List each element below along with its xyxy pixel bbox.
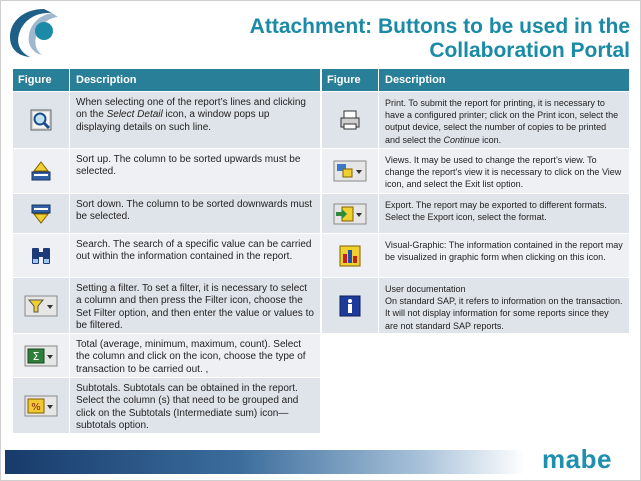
slide-title-line2: Collaboration Portal [429, 39, 630, 62]
graphic-chart-icon [339, 245, 361, 267]
brand-logo-text: mabe [542, 444, 612, 474]
table-row: Σ Total (average, minimum, maximum, count). Select the column and click on the icon, choose the type of transaction to be carried out. , [13, 333, 320, 377]
subtotal-icon [24, 395, 58, 417]
print-icon [339, 109, 361, 131]
table-row: Sort down. The column to be sorted downwards must be selected. [13, 193, 320, 233]
company-logo-swoosh [4, 5, 62, 59]
buttons-table-right [322, 69, 629, 333]
table-row: Sort up. The column to be sorted upwards must be selected. [13, 148, 320, 193]
table-header [13, 69, 320, 91]
svg-text:%: % [31, 401, 41, 413]
table-row: Setting a filter. To set a filter, it is necessary to select a column and then press the Filter icon, choose the Set Filter option, and then enter the value or values to be filtered. [13, 277, 320, 333]
sort-up-icon [30, 160, 52, 182]
table-row: Visual-Graphic: The information contained in the report may be visualized in graphic form when clicking on this icon. [322, 233, 629, 277]
table-row: Print. To submit the report for printing, it is necessary to have a configured printer; click on the Print icon, select the output device, select the number of copies to be printed and select the Continue icon. [322, 91, 629, 148]
filter-icon [24, 295, 58, 317]
total-sum-icon [24, 345, 58, 367]
table-row: User documentation On standard SAP, it refers to information on the transaction. It will not display information for some reports since they are not standard SAP reports. [322, 277, 629, 333]
table-row: Search. The search of a specific value can be carried out within the information contained in the report. [13, 233, 320, 277]
slide-title [110, 15, 630, 63]
buttons-table-left [13, 69, 320, 433]
views-icon [333, 160, 367, 182]
figure-column-header: Figure [322, 69, 379, 91]
select-detail-icon [30, 109, 52, 131]
figure-column-header: Figure [13, 69, 70, 91]
description-column-header: Description [76, 74, 137, 86]
search-binoculars-icon [30, 245, 52, 267]
svg-text:Σ: Σ [32, 349, 40, 363]
export-icon [333, 203, 367, 225]
table-header [322, 69, 629, 91]
table-row: % Subtotals. Subtotals can be obtained in the report. Select the column (s) that need to be grouped and click on the Subtotals (Intermediate sum) icon—subtotals option. [13, 377, 320, 433]
slide-title-line1: Attachment: Buttons to be used in the [249, 15, 630, 38]
table-row: Views. It may be used to change the report’s view. To change the report’s view it is necessary to click on the View icon, and select the Exit list option. [322, 148, 629, 193]
table-row: When selecting one of the report’s lines and clicking on the Select Detail icon, a window pops up displaying details on such line. [13, 91, 320, 148]
table-row: Export. The report may be exported to different formats. Select the Export icon, select the format. [322, 193, 629, 233]
sort-down-icon [30, 203, 52, 225]
footer-gradient-bar [5, 450, 525, 474]
description-column-header: Description [385, 74, 446, 86]
information-icon [339, 295, 361, 317]
